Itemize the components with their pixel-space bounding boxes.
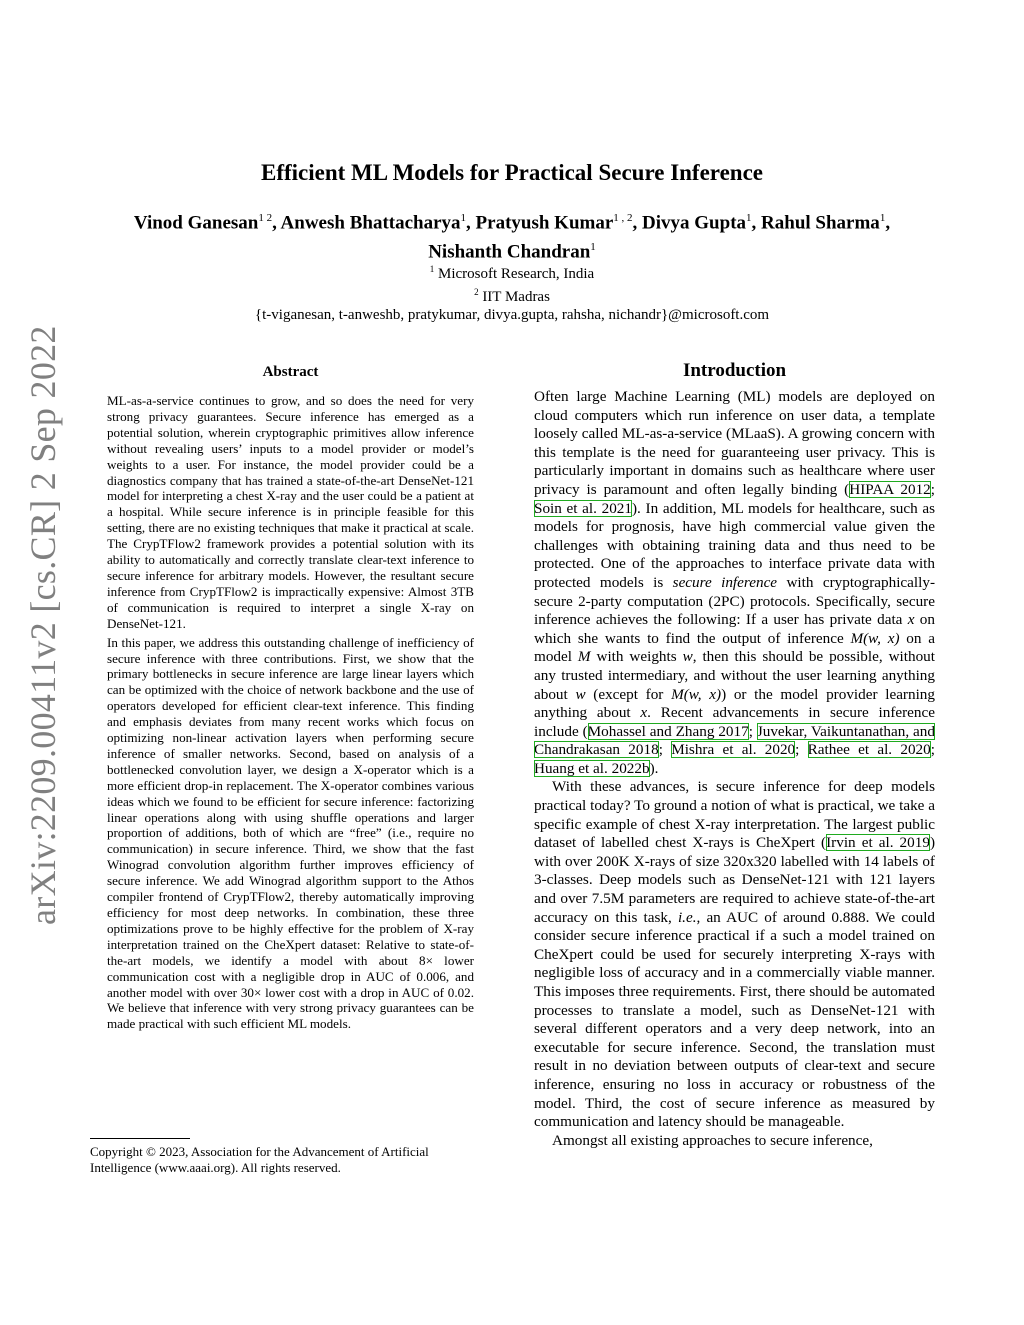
text-run: ). In addition, ML models for healthcare, such as models for prognosis, have high commercial value given the challenges with obtaining training data and thus need to be protected. One of the approaches to interface private data with protected models is [534,499,935,591]
abstract-paragraph: In this paper, we address this outstanding challenge of inefficiency of secure inference with three contributions. First, we show that the primary bottlenecks in secure inference are large linear layers which can be optimized with the choice of network backbone and the use of operators developed for efficient clear-text inference. This finding and emphasis deviates from many recent works which focus on optimizing non-linear activation layers when performing secure inference of smaller networks. Second, based on analysis of a bottlenecked convolution layer, we design a X-operator which is a more efficient drop-in replacement. The X-operator combines various ideas which we found to be efficient for secure inference: factorizing linear operations along with using shuffle operations and larger proportion of additions, both of which are “free” (i.e., require no communication) in secure inference. Third, we show that the fast Winograd convolution algorithm further improves efficiency of secure inference. We add Winograd algorithm support to the Athos compiler frontend of CrypTFlow2, thereby automatically improving efficiency for most deep networks. In combination, these three optimizations prove to be highly effective for the problem of X-ray interpretation trained on the CheXpert dataset: Relative to state-of-the-art models, we identify a model with about 8× lower communication cost with a negligible drop in AUC of 0.006, and another model with over 30× lower cost with a drop in AUC of 0.02. We believe that inference with very strong privacy guarantees can be made practical with such efficient ML models. [107,634,474,1032]
text-run: ). [649,759,659,777]
text-run: ) with over 200K X-rays of size 320x320 labelled with 14 labels of 3-classes. Deep models such as DenseNet-121 with 121 layers and over 7.5M parameters are required to achieve state-of-the-art accuracy on this task, [534,834,935,926]
citation-link[interactable]: Huang et al. 2022b [534,759,650,777]
affiliation-line [0,283,1024,306]
math-symbol: w [575,685,586,703]
text-run: ; [658,741,672,759]
author-separator: , [632,212,643,234]
text-run: Often large Machine Learning (ML) models are deployed on cloud computers which run inference on user data, a template loosely called ML-as-a-service (MLaaS). A growing concern with this template is the need for guaranteeing user privacy. This is particularly important in domains such as healthcare where user privacy is paramount and often legally binding ( [534,388,935,498]
intro-paragraph [534,778,935,1131]
author-affil-mark: 1 [590,241,596,254]
author-name: Vinod Ganesan [133,212,259,234]
affiliation-mark: 1 [429,264,435,274]
text-run: , then this should be possible, without any trusted intermediary, and without the user learning anything about [534,648,935,703]
math-symbol: w [682,648,693,666]
author-affil-mark: 1 [879,212,886,224]
citation-link[interactable]: Irvin et al. 2019 [826,834,930,852]
author-name: Rahul Sharma [761,212,880,234]
math-symbol: x [907,611,915,629]
text-run: ; [795,741,808,759]
math-expression: M(w, x) [671,685,722,703]
text-run: on which she wants to find the output of inference [534,611,935,647]
text-run: With these advances, is secure inference for deep models practical today? To ground a notion of what is practical, we take a specific example of chest X-ray interpretation. The largest public dataset of labelled chest X-rays is CheXpert ( [534,778,935,852]
text-run: ; [748,722,757,740]
text-run: . Recent advancements in secure inference include ( [534,704,935,740]
citation-link[interactable]: HIPAA 2012 [849,480,931,498]
author-separator: , [885,212,891,234]
math-expression: M(w, x) [850,629,900,647]
citation-link[interactable]: Rathee et al. 2020 [807,741,931,759]
author-affil-mark: 1 [746,212,752,224]
affiliation-line [0,260,1024,283]
author-separator: , [751,212,762,234]
arxiv-identifier: arXiv:2209.00411v2 [cs.CR] 2 Sep 2022 [23,325,63,925]
citation-link[interactable]: Mishra et al. 2020 [671,741,796,759]
math-symbol: M [577,648,591,666]
author-name: Nishanth Chandran [428,241,591,263]
author-affil-mark: 1 [460,212,467,224]
affiliations [0,260,1024,324]
text-run: , an AUC of around 0.888. We could consider secure inference practical if a such a model trained on CheXpert could be used for securely interpreting X-rays with negligible loss of accuracy and in a commercially viable manner. This imposes three requirements. First, there should be automated processes to translate a model, such as DenseNet-121 with several different operators and a very deep network, into an executable for secure inference. Second, the translation must result in no deviation between outputs of clear-text and secure inference, ensuring no loss in accuracy or robustness of the model. Third, the cost of secure inference as measured by communication and latency should be manageable. [534,908,936,1131]
text-run: (except for [585,685,672,703]
text-run: ; [930,480,935,498]
author-separator: , [272,212,281,234]
introduction-heading: Introduction [682,360,787,381]
author-affil-mark: 1 , 2 [613,212,633,224]
author-name: Anwesh Bhattacharya [280,212,461,234]
author-separator: , [466,212,476,234]
text-run: with weights [590,648,683,666]
text-run: on a model [534,629,936,666]
citation-link[interactable]: Mohassel and Zhang 2017 [587,722,749,740]
emphasis: secure inference [672,573,778,591]
author-name: Divya Gupta [642,212,747,234]
abstract-heading: Abstract [262,364,319,380]
abstract-paragraph: ML-as-a-service continues to grow, and so does the need for very strong privacy guarantees. Secure inference has emerged as a potential solution, wherein cryptographic primitives allow inference without revealing users’ inputs to a model provider or model’s weights to a user. For instance, the model provider could be a diagnostics company that has trained a state-of-the-art DenseNet-121 model for interpreting a chest X-ray and the user could be a patient at a hospital. While secure inference is in principle feasible for this setting, there are no existing techniques that make it practical at scale. The CrypTFlow2 framework provides a potential solution with its ability to automatically and correctly translate clear-text inference to secure inference for arbitrary models. However, the resultant secure inference from CrypTFlow2 is impractically expensive: Almost 3TB of communication is required to interpret a single X-ray on DenseNet-121. [107,393,474,631]
emphasis: i.e. [677,908,697,926]
intro-paragraph: Amongst all existing approaches to secure inference, [552,1131,873,1149]
affiliation-name: Microsoft Research, India [438,266,595,282]
math-symbol: x [640,704,648,722]
author-list [100,206,924,265]
text-run: with cryptographically-secure 2-party computation (2PC) protocols. Specifically, secure inference achieves the following: If a user has private data [534,573,935,629]
intro-paragraph [534,388,935,778]
text-run: ; [930,741,935,759]
footnote-rule [90,1138,190,1139]
email-list: {t-viganesan, t-anweshb, pratykumar, divya.gupta, rahsha, nichandr}@microsoft.com [254,307,770,323]
affiliation-name: IIT Madras [482,289,550,305]
paper-title: Efficient ML Models for Practical Secure Inference [260,160,764,185]
copyright-text: Copyright © 2023, Association for the Advancement of Artificial Intelligence (www.aaai.org). All rights reserved. [90,1144,429,1175]
copyright-footnote [90,1138,490,1176]
affiliation-mark: 2 [474,287,479,297]
citation-link[interactable]: Juvekar, Vaikuntanathan, and Chandrakasan 2018 [534,722,935,759]
abstract-column [107,364,474,1035]
author-name: Pratyush Kumar [475,212,614,234]
author-affil-mark: 1 2 [258,212,273,224]
citation-link[interactable]: Soin et al. 2021 [534,499,632,517]
introduction-column [534,360,935,1150]
text-run: ) or the model provider learning anything about [534,685,935,722]
